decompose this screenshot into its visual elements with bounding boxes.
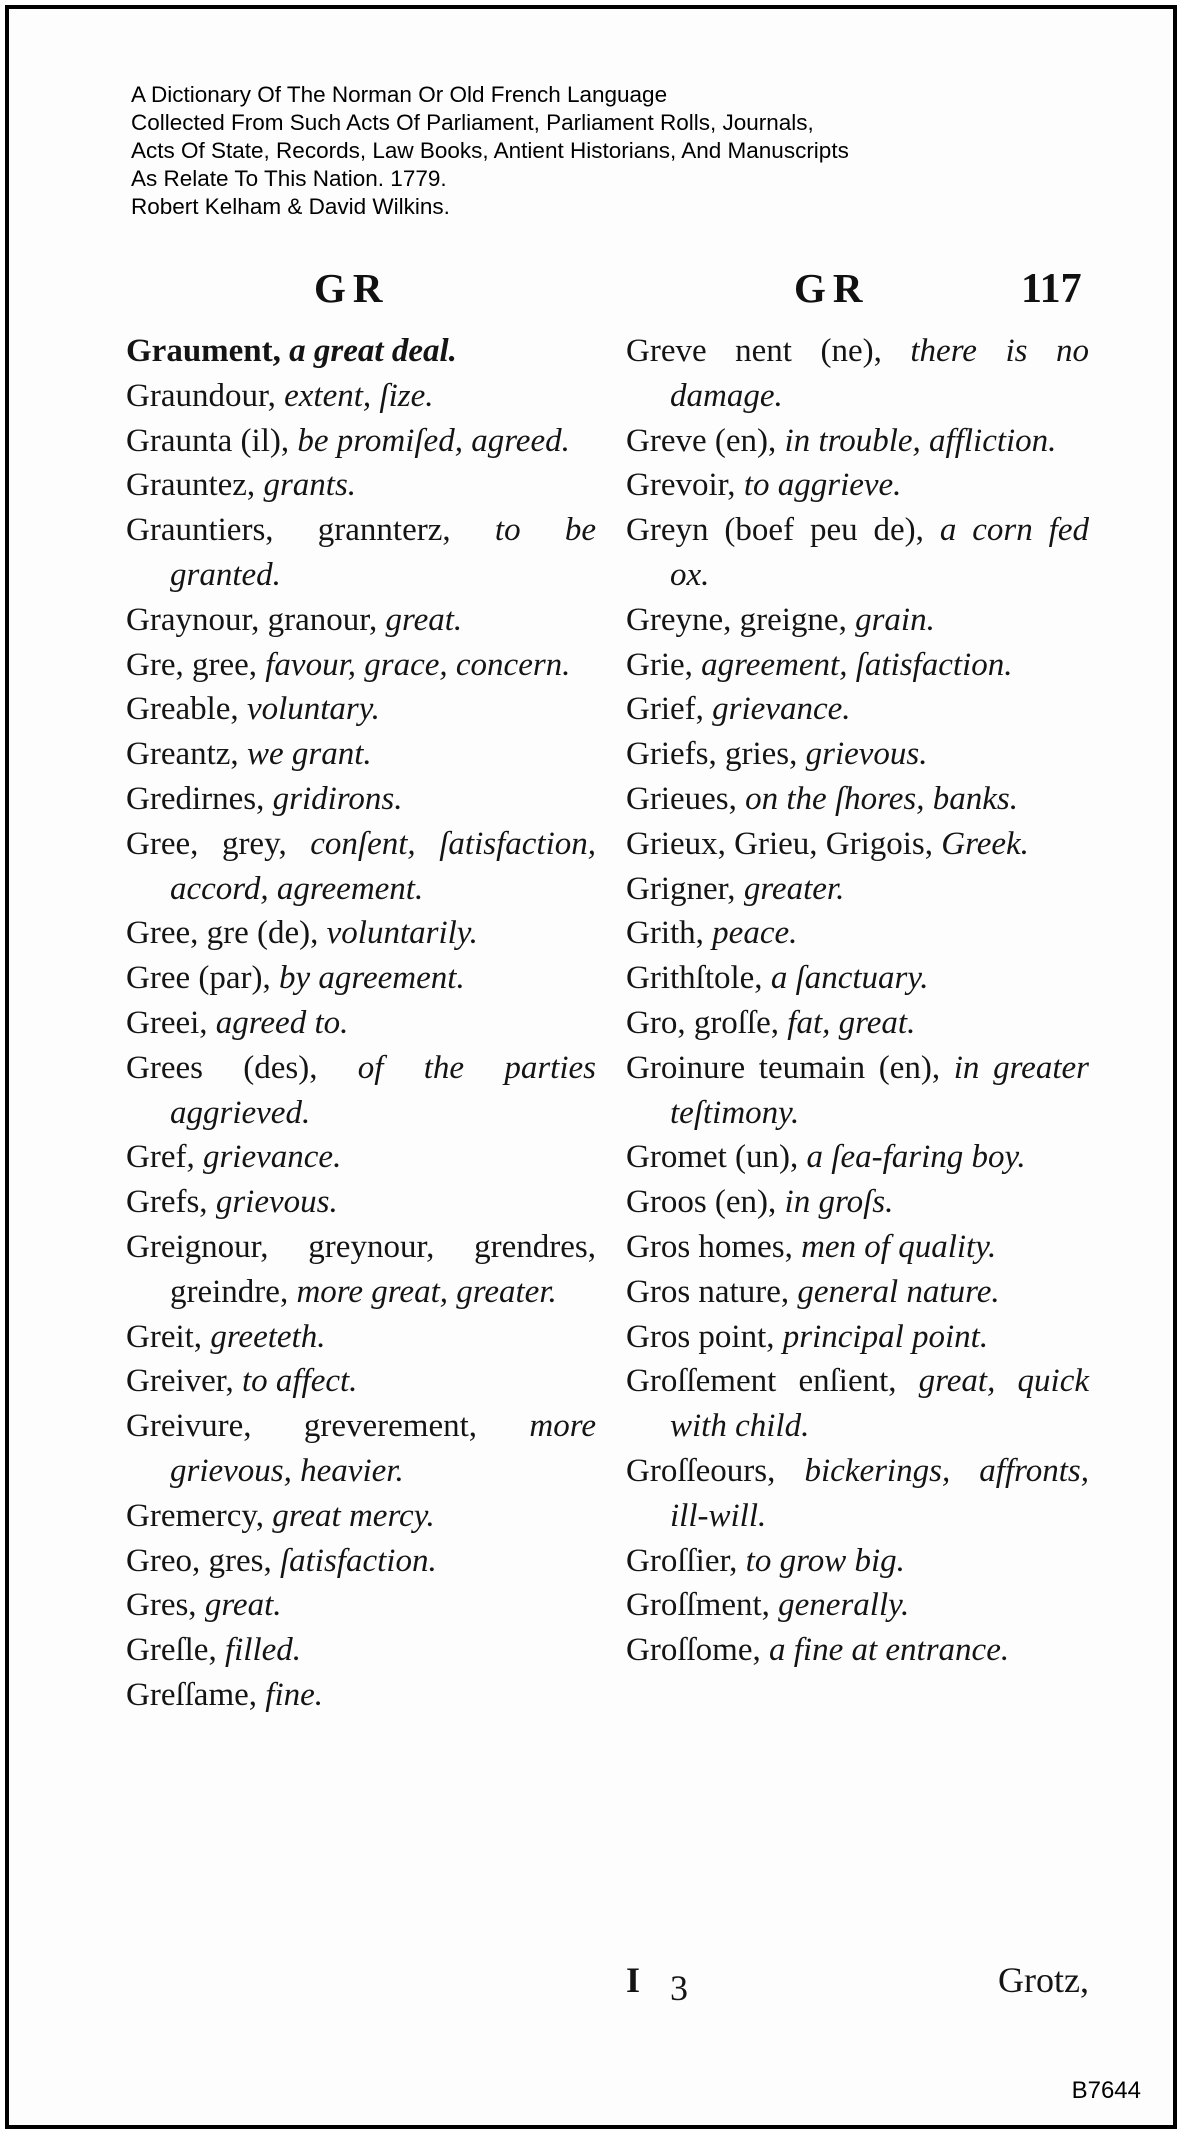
entry-headword: Greiver,	[126, 1363, 242, 1400]
entry-definition: great, quick with child.	[670, 1363, 1089, 1445]
dictionary-entry	[126, 598, 596, 643]
dictionary-entry	[626, 687, 1089, 732]
running-head-left: GR	[314, 265, 390, 311]
entry-headword: Gredirnes,	[126, 780, 273, 817]
dictionary-entry	[626, 777, 1089, 822]
dictionary-entry	[626, 643, 1089, 688]
entry-headword: Groſſeours,	[626, 1452, 805, 1489]
entry-headword: Groſſment,	[626, 1587, 779, 1624]
entry-headword: Groſſement enſient,	[626, 1363, 919, 1400]
entry-definition: grievous.	[215, 1184, 338, 1221]
entry-definition: general nature.	[797, 1273, 1000, 1310]
entry-definition: ſatisfaction.	[279, 1542, 437, 1579]
entry-headword: Greſſame,	[126, 1676, 266, 1713]
entry-headword: Gree, grey,	[126, 825, 311, 862]
entry-headword: Griefs, gries,	[626, 736, 806, 773]
dictionary-entry	[626, 1046, 1089, 1136]
entry-definition: great.	[385, 601, 463, 638]
entry-headword: Graunta (il),	[126, 422, 298, 459]
entry-definition: a corn fed ox.	[670, 512, 1089, 593]
dictionary-entry	[126, 1001, 596, 1046]
dictionary-entry	[626, 1449, 1089, 1539]
dictionary-entry	[126, 777, 596, 822]
dictionary-entry	[126, 329, 596, 374]
entry-headword: Grevoir,	[626, 467, 744, 504]
dictionary-entry	[626, 1225, 1089, 1270]
dictionary-entry	[126, 1359, 596, 1404]
right-column	[626, 329, 1089, 1673]
dictionary-entry	[126, 643, 596, 688]
dictionary-entry	[126, 508, 596, 598]
entry-headword: Grees (des),	[126, 1049, 358, 1086]
entry-definition: a ſea-faring boy.	[806, 1139, 1026, 1176]
entry-definition: in trouble, affliction.	[784, 422, 1057, 459]
meta-line: As Relate To This Nation. 1779.	[131, 166, 447, 191]
dictionary-page	[5, 5, 1177, 2129]
entry-definition: by agreement.	[278, 960, 465, 997]
entry-headword: Grigner,	[626, 870, 744, 907]
entry-definition: a ſanctuary.	[770, 960, 929, 997]
dictionary-entry	[626, 956, 1089, 1001]
entry-definition: we grant.	[246, 736, 372, 773]
entry-headword: Gros point,	[626, 1318, 783, 1355]
entry-headword: Greſle,	[126, 1632, 225, 1669]
entry-headword: Gre, gree,	[126, 646, 266, 683]
entry-definition: Greek.	[941, 825, 1029, 862]
entry-definition: a great deal.	[289, 333, 457, 369]
entry-headword: Gree, gre (de),	[126, 915, 327, 952]
dictionary-entry	[126, 911, 596, 956]
entry-definition: grievance.	[712, 691, 851, 728]
entry-definition: to affect.	[241, 1363, 358, 1400]
entry-definition: fine.	[265, 1676, 324, 1713]
dictionary-entry	[626, 1539, 1089, 1584]
entry-definition: great.	[204, 1587, 282, 1624]
meta-line: Robert Kelham & David Wilkins.	[131, 194, 450, 219]
dictionary-entry	[626, 822, 1089, 867]
entry-definition: grain.	[855, 601, 935, 638]
entry-headword: Graument,	[126, 333, 290, 369]
source-metadata	[131, 81, 849, 221]
dictionary-entry	[626, 1315, 1089, 1360]
dictionary-entry	[126, 1046, 596, 1136]
entry-headword: Grieux, Grieu, Grigois,	[626, 825, 942, 862]
entry-headword: Groinure teumain (en),	[626, 1049, 954, 1086]
meta-line: A Dictionary Of The Norman Or Old French Language	[131, 82, 668, 107]
signature-number: 3	[670, 1968, 688, 2008]
entry-headword: Gromet (un),	[626, 1139, 807, 1176]
entry-definition: great mercy.	[272, 1497, 435, 1534]
dictionary-entry	[126, 1135, 596, 1180]
dictionary-entry	[126, 1180, 596, 1225]
dictionary-entry	[626, 329, 1089, 419]
entry-headword: Gres,	[126, 1587, 205, 1624]
entry-definition: more grievous, heavier.	[170, 1408, 596, 1489]
entry-headword: Greit,	[126, 1318, 211, 1355]
entry-headword: Gro, groſſe,	[626, 1004, 788, 1041]
page-footer	[626, 1959, 1089, 2009]
dictionary-entry	[126, 1225, 596, 1315]
entry-headword: Gree (par),	[126, 960, 279, 997]
entry-definition: grievous.	[805, 736, 928, 773]
entry-headword: Greo, gres,	[126, 1542, 280, 1579]
meta-line: Collected From Such Acts Of Parliament, Parliament Rolls, Journals,	[131, 110, 814, 135]
entry-definition: conſent, ſatisfaction, accord, agreement.	[170, 825, 596, 907]
dictionary-entry	[126, 374, 596, 419]
entry-definition: greater.	[743, 870, 845, 907]
entry-definition: of the parties aggrieved.	[170, 1049, 596, 1131]
entry-definition: in greater teſtimony.	[670, 1049, 1089, 1131]
entry-definition: extent, ſize.	[284, 377, 434, 414]
entry-definition: fat, great.	[787, 1004, 916, 1041]
entry-definition: agreement, ſatisfaction.	[701, 646, 1013, 683]
dictionary-entry	[626, 732, 1089, 777]
entry-definition: greeteth.	[210, 1318, 326, 1355]
dictionary-entry	[126, 1628, 596, 1673]
dictionary-entry	[126, 463, 596, 508]
dictionary-entry	[126, 1315, 596, 1360]
entry-definition: to grow big.	[745, 1542, 905, 1579]
signature-mark: I	[626, 1960, 641, 2000]
entry-headword: Greve (en),	[626, 422, 785, 459]
left-column	[126, 329, 596, 1718]
dictionary-entry	[626, 1359, 1089, 1449]
entry-definition: there is no damage.	[670, 333, 1090, 414]
dictionary-entry	[626, 1583, 1089, 1628]
dictionary-entry	[626, 419, 1089, 464]
dictionary-entry	[626, 508, 1089, 598]
dictionary-entry	[126, 1539, 596, 1584]
catchword: Grotz,	[998, 1960, 1089, 2000]
entry-headword: Graundour,	[126, 377, 285, 414]
entry-definition: gridirons.	[272, 780, 403, 817]
entry-definition: to aggrieve.	[743, 467, 902, 504]
entry-definition: be promiſed, agreed.	[297, 422, 570, 459]
dictionary-entry	[126, 419, 596, 464]
dictionary-entry	[626, 867, 1089, 912]
entry-headword: Groſſier,	[626, 1542, 746, 1579]
entry-definition: to be granted.	[170, 512, 596, 593]
entry-headword: Grief,	[626, 691, 713, 728]
entry-headword: Greyne, greigne,	[626, 601, 856, 638]
entry-headword: Greable,	[126, 691, 247, 728]
dictionary-entry	[126, 956, 596, 1001]
entry-definition: men of quality.	[801, 1228, 997, 1265]
dictionary-entry	[626, 1270, 1089, 1315]
entry-headword: Greve nent (ne),	[626, 333, 911, 369]
dictionary-entry	[626, 1135, 1089, 1180]
entry-headword: Grauntiers, grannterz,	[126, 512, 495, 549]
entry-definition: peace.	[712, 915, 798, 952]
dictionary-entry	[126, 1404, 596, 1494]
entry-definition: generally.	[778, 1587, 910, 1624]
entry-headword: Greei,	[126, 1004, 216, 1041]
reference-code: B7644	[1071, 2077, 1141, 2104]
entry-headword: Greignour, greynour, grendres, greindre,	[126, 1228, 596, 1310]
entry-headword: Grithſtole,	[626, 960, 771, 997]
dictionary-entry	[626, 1180, 1089, 1225]
dictionary-entry	[126, 1583, 596, 1628]
entry-headword: Grefs,	[126, 1184, 216, 1221]
entry-headword: Groos (en),	[626, 1184, 785, 1221]
dictionary-entry	[126, 1494, 596, 1539]
entry-definition: bickerings, affronts, ill-will.	[670, 1452, 1089, 1534]
entry-headword: Gros nature,	[626, 1273, 798, 1310]
entry-definition: voluntarily.	[326, 915, 478, 952]
entry-definition: voluntary.	[246, 691, 380, 728]
entry-headword: Grie,	[626, 646, 702, 683]
entry-headword: Grauntez,	[126, 467, 264, 504]
entry-headword: Groſſome,	[626, 1632, 769, 1669]
page-number: 117	[1021, 266, 1082, 312]
entry-headword: Graynour, granour,	[126, 601, 386, 638]
entry-headword: Greyn (boef peu de),	[626, 512, 940, 549]
entry-definition: principal point.	[782, 1318, 989, 1355]
entry-headword: Gros homes,	[626, 1228, 802, 1265]
dictionary-entry	[126, 687, 596, 732]
entry-headword: Grieues,	[626, 780, 746, 817]
dictionary-entry	[626, 598, 1089, 643]
dictionary-entry	[626, 463, 1089, 508]
dictionary-entry	[626, 1001, 1089, 1046]
dictionary-entry	[626, 1628, 1089, 1673]
entry-headword: Gref,	[126, 1139, 203, 1176]
entry-headword: Gremercy,	[126, 1497, 273, 1534]
dictionary-entry	[126, 822, 596, 912]
entry-definition: favour, grace, concern.	[265, 646, 571, 683]
entry-definition: in groſs.	[784, 1184, 894, 1221]
entry-definition: agreed to.	[215, 1004, 349, 1041]
dictionary-entry	[126, 1673, 596, 1718]
entry-definition: filled.	[224, 1632, 302, 1669]
entry-definition: on the ſhores, banks.	[745, 780, 1018, 817]
entry-definition: a fine at entrance.	[768, 1632, 1010, 1669]
meta-line: Acts Of State, Records, Law Books, Antient Historians, And Manuscripts	[131, 138, 849, 163]
dictionary-entry	[126, 732, 596, 777]
entry-definition: grievance.	[202, 1139, 342, 1176]
entry-headword: Greantz,	[126, 736, 247, 773]
entry-headword: Grith,	[626, 915, 713, 952]
running-head-right: GR	[794, 265, 870, 311]
entry-definition: more great, greater.	[296, 1273, 557, 1310]
entry-headword: Greivure, greverement,	[126, 1408, 530, 1445]
entry-definition: grants.	[263, 467, 357, 504]
dictionary-entry	[626, 911, 1089, 956]
